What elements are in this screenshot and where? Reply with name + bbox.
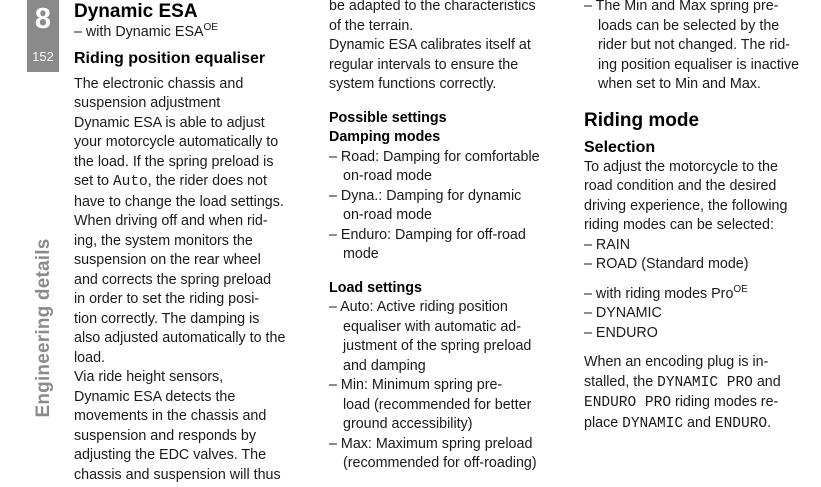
heading-selection: Selection bbox=[584, 138, 656, 156]
list-item: – Road: Damping for comfortable on-road mode bbox=[329, 148, 540, 184]
column-1 bbox=[74, 0, 314, 485]
chapter-sidebar bbox=[0, 0, 62, 487]
list-item: – Enduro: Damping for off-road mode bbox=[329, 226, 526, 262]
heading-riding-position: Riding position equaliser bbox=[74, 49, 266, 67]
list-item: – RAIN bbox=[584, 236, 631, 253]
code-auto: Auto bbox=[112, 174, 148, 190]
column-3 bbox=[584, 0, 821, 434]
subtitle: – with Dynamic $ESA^{OE}$ bbox=[74, 22, 218, 40]
list-item: – Min: Minimum spring pre- load (recommended for better ground accessibility) bbox=[329, 377, 532, 432]
paragraph-encoding-plug: When an encoding plug is in- stalled, the DYNAMIC PRO and ENDURO PRO riding modes re- place DYNAMIC and ENDURO. bbox=[584, 354, 781, 432]
list-item-min-max: – The Min and Max spring pre- loads can be selected by the rider but not changed. The rid- ing position equaliser is inactive when set to Min and Max. bbox=[584, 0, 800, 92]
heading-damping-modes: Damping modes bbox=[329, 129, 441, 145]
list-item: – ROAD (Standard mode) bbox=[584, 256, 749, 272]
list-item: – DYNAMIC bbox=[584, 305, 662, 321]
paragraph-terrain: be adapted to the characteristics of the terrain. Dynamic ESA calibrates itself at regular intervals to ensure the system functions correctly. bbox=[329, 0, 536, 92]
paragraph-intro: To adjust the motorcycle to the road condition and the desired driving experience, the following riding modes can be selected: bbox=[584, 158, 788, 233]
list-item: – Auto: Active riding position equaliser with automatic ad- justment of the spring preload and damping bbox=[329, 299, 532, 374]
list-load bbox=[329, 298, 569, 474]
heading-possible-settings: Possible settings bbox=[329, 109, 447, 126]
column-2 bbox=[329, 0, 569, 474]
section-title: Engineering details bbox=[33, 238, 54, 418]
pro-option: – with riding modes Pro$^{OE}$ bbox=[584, 283, 748, 302]
paragraph-esa: The electronic chassis and suspension adjustment Dynamic ESA is able to adjust your motorcycle automatically to the load. If the spring preload is set to Auto, the rider does not have to change the load settings. When driving off and when rid- ing, the system monitors the suspension on the rear wheel and corrects the spring preload in order to set the riding posi- tion correctly. The damping is also adjusted automatically to the load. Via ride height sensors, Dynamic ESA detects the movements in the chassis and suspension and responds by adjusting the EDC valves. The chassis and suspension will thus bbox=[74, 75, 286, 483]
heading-load-settings: Load settings bbox=[329, 279, 422, 296]
heading-riding-mode: Riding mode bbox=[584, 109, 700, 131]
page-number: 152 bbox=[32, 49, 54, 64]
page-title: Dynamic ESA bbox=[74, 1, 198, 22]
list-item: – Dyna.: Damping for dynamic on-road mode bbox=[329, 187, 522, 223]
chapter-number: 8 bbox=[34, 3, 52, 35]
chapter-tab bbox=[27, 0, 59, 72]
list-damping bbox=[329, 148, 569, 265]
list-item: – Max: Maximum spring preload (recommended for off-roading) bbox=[329, 435, 537, 471]
list-item: – ENDURO bbox=[584, 324, 658, 341]
